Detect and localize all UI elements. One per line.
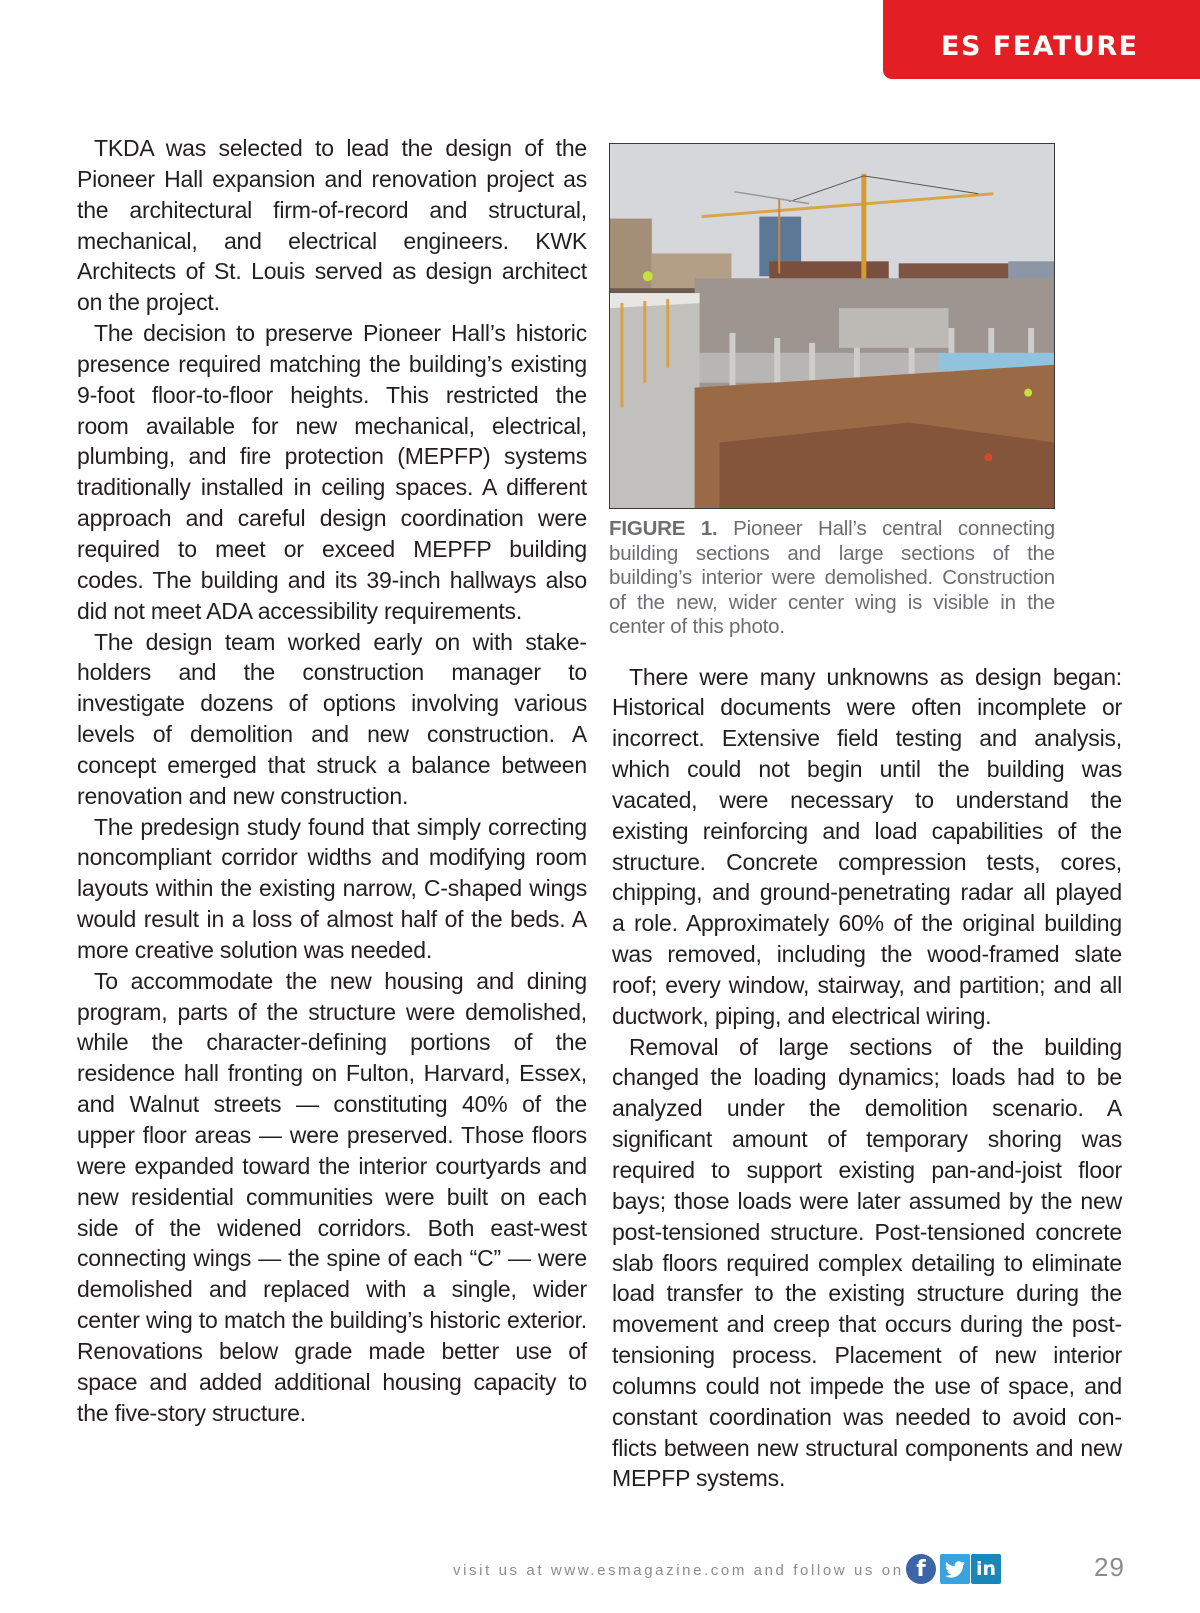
figure-label: FIGURE 1. [609, 517, 718, 540]
page-footer [0, 1548, 1200, 1588]
body-paragraph: There were many unknowns as design began: Historical documents were often incomplete or incorrect. Extensive field testing and analysis, which could not begin until the building was vacated, were necessary to understand the existing reinforcing and load capabilities of the structure. Concrete compression tests, cores, chipping, and ground-penetrating radar all played a role. Approximately 60% of the original building was removed, including the wood-framed slate roof; every window, stairway, and partition; and all ductwork, piping, and electrical wiring. [612, 663, 1122, 1029]
figure-1 [609, 143, 1055, 640]
left-column [77, 133, 587, 1428]
facebook-icon[interactable] [906, 1554, 936, 1584]
construction-photo [609, 143, 1055, 509]
right-body [612, 662, 1122, 1495]
body-paragraph: Removal of large sections of the building changed the loading dynamics; loads had to be analyzed under the demolition scenario. A significant amount of temporary shoring was required to support existing pan-and-joist floor bays; those loads were later assumed by the new post-tensioned structure. Post-tensioned concrete slab floors required complex detailing to eliminate load transfer to the existing structure during the movement and creep that occurs during the post-tensioning process. Placement of new interior columns could not impede the use of space, and constant coordination was needed to avoid conflicts between new structural components and new MEPFP systems. [612, 1033, 1122, 1492]
footer-website-text: visit us at www.esmagazine.com and follow us on [453, 1562, 904, 1579]
linkedin-icon[interactable] [971, 1554, 1001, 1584]
body-paragraph: The design team worked early on with stakeholders and the construction manager to investigate dozens of options involving various levels of demolition and new construction. A concept emerged that struck a balance between renovation and new construction. [77, 628, 587, 809]
body-paragraph: The predesign study found that simply correcting noncompliant corridor widths and modifying room layouts within the existing narrow, C-shaped wings would result in a loss of almost half of the beds. A more creative solution was needed. [77, 813, 587, 963]
twitter-icon[interactable] [940, 1554, 970, 1584]
section-banner [883, 0, 1200, 79]
body-paragraph: To accommodate the new housing and dining program, parts of the structure were demolished, while the character-defining portions of the residence hall fronting on Fulton, Harvard, Essex, and Walnut streets — constituting 40% of the upper floor areas — were preserved. Those floors were expanded toward the interior courtyards and new residential communities were built on each side of the widened corridors. Both east-west connecting wings — the spine of each “C” — were demolished and replaced with a single, wider center wing to match the building’s historic exterior. Renovations below grade made better use of space and added additional housing capacity to the five-story structure. [77, 967, 587, 1426]
twitter-bird-icon [945, 1561, 965, 1578]
construction-site-illustration [610, 144, 1054, 508]
caption-text: Pioneer Hall’s central connecting building sections and large sections of the building’s interior were demolished. Construction of the new, wider center wing is visible in the center of this photo. [609, 517, 1055, 638]
body-paragraph: TKDA was selected to lead the design of the Pioneer Hall expansion and renovation project as the architectural firm-of-record and structural, mechanical, and electrical engineers. KWK Architects of St. Louis served as design architect on the project. [77, 135, 587, 316]
right-column [609, 143, 1122, 1494]
facebook-glyph: f [916, 1556, 926, 1582]
linkedin-glyph: in [975, 1558, 997, 1580]
section-label: ES FEATURE [941, 31, 1139, 62]
figure-caption [609, 517, 1055, 640]
page-number: 29 [1094, 1552, 1125, 1582]
body-paragraph: The decision to preserve Pioneer Hall’s historic presence required matching the building’s existing 9-foot floor-to-floor heights. This restricted the room available for new mechanical, electrical, plumbing, and fire protection (MEPFP) systems traditionally installed in ceiling spaces. A different approach and careful design coordination were required to meet or exceed MEPFP building codes. The building and its 39-inch hallways also did not meet ADA accessibility requirements. [77, 320, 587, 624]
